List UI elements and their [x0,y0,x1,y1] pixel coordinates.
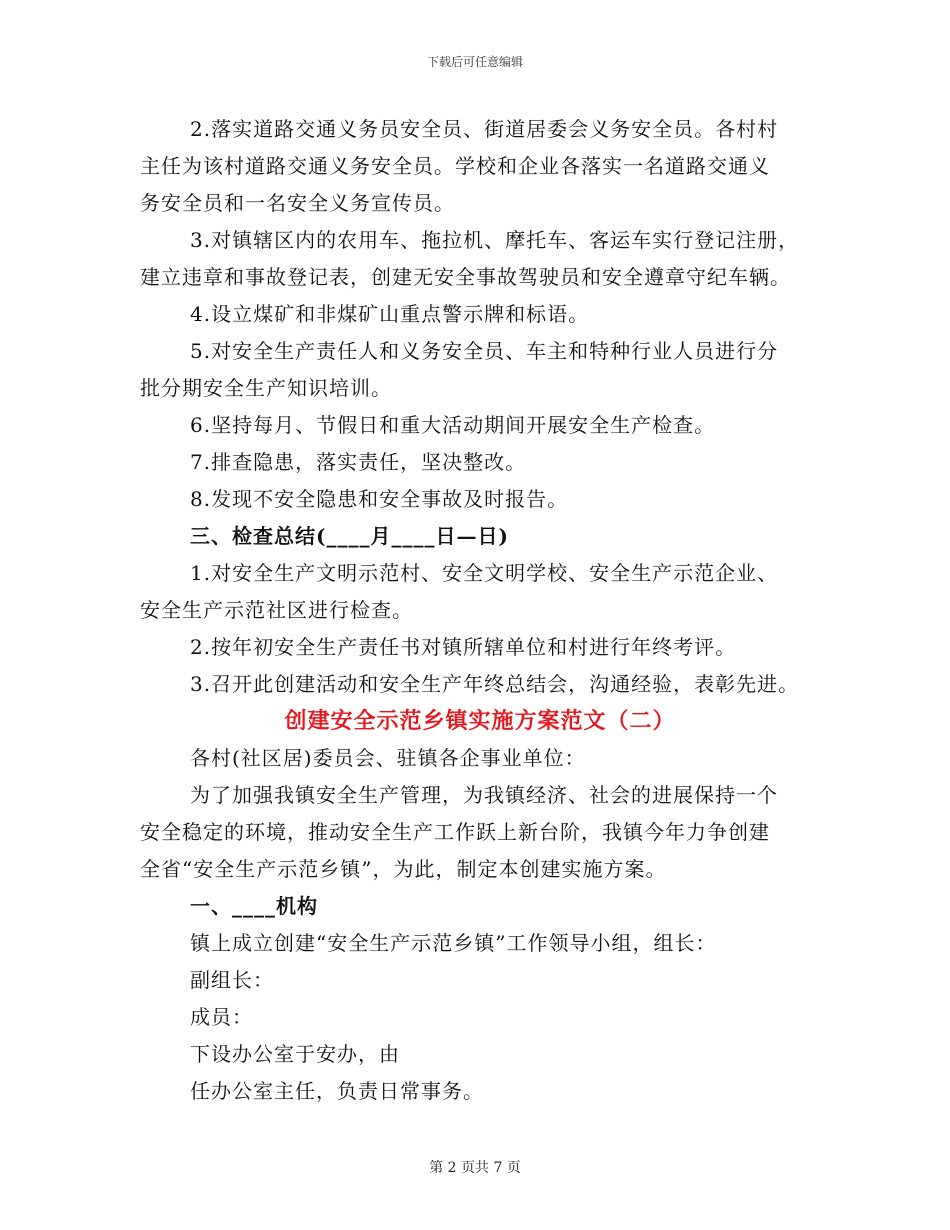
list-item [140,407,820,444]
paragraph-first-line: 2.按年初安全生产责任书对镇所辖单位和村进行年终考评。 [190,635,737,659]
org-line: 副组长： [190,968,274,992]
section3-list [140,555,820,703]
paragraph-first-line: 1.对安全生产文明示范村、安全文明学校、安全生产示范企业、 [190,561,779,585]
list-item [140,444,820,481]
org-line: 下设办公室于安办，由 [190,1042,400,1066]
list-item [140,333,820,407]
paragraph-first-line: 5.对安全生产责任人和义务安全员、车主和特种行业人员进行分 [190,339,779,363]
paragraph-first-line: 7.排查隐患，落实责任，坚决整改。 [190,450,527,474]
org-line: 成员： [190,1005,253,1029]
paragraph-first-line: 2.落实道路交通义务员安全员、街道居委会义务安全员。各村村 [190,117,779,141]
list-item [140,555,820,629]
paragraph-line: 务安全员和一名安全义务宣传员。 [140,191,455,215]
header-note: 下载后可任意编辑 [426,55,523,69]
paragraph-first-line: 为了加强我镇安全生产管理，为我镇经济、社会的进展保持一个 [190,783,778,807]
paragraph-line: 全省“安全生产示范乡镇”，为此，制定本创建实施方案。 [140,857,667,881]
paragraph-first-line: 3.对镇辖区内的农用车、拖拉机、摩托车、客运车实行登记注册， [190,228,800,252]
paragraph-line: 安全生产示范社区进行检查。 [140,598,413,622]
org-line: 任办公室主任，负责日常事务。 [190,1079,484,1103]
addressee: 各村(社区居)委员会、驻镇各企事业单位： [190,746,586,770]
page-number: 第 2 页共 7 页 [429,1160,521,1176]
list-item [140,111,820,222]
list-item [140,481,820,518]
list-item [140,629,820,666]
paragraph-line: 建立违章和事故登记表，创建无安全事故驾驶员和安全遵章守纪车辆。 [140,265,791,289]
org-line: 镇上成立创建“安全生产示范乡镇”工作领导小组，组长： [190,931,717,955]
paragraph-first-line: 6.坚持每月、节假日和重大活动期间开展安全生产检查。 [190,413,716,437]
list-item [140,296,820,333]
paragraph-first-line: 3.召开此创建活动和安全生产年终总结会，沟通经验，表彰先进。 [190,672,800,696]
section3-heading: 三、检查总结(____月____日—日) [190,524,509,548]
paragraph-line: 主任为该村道路交通义务安全员。学校和企业各落实一名道路交通义 [140,154,770,178]
paragraph-line: 批分期安全生产知识培训。 [140,376,392,400]
org-lines [140,925,820,1110]
paragraph-first-line: 8.发现不安全隐患和安全事故及时报告。 [190,487,569,511]
org-heading: 一、____机构 [190,894,318,918]
paragraph-line: 安全稳定的环境，推动安全生产工作跃上新台阶，我镇今年力争创建 [140,820,770,844]
doc-title: 创建安全示范乡镇实施方案范文（二） [284,708,676,734]
intro-paragraph [140,777,820,888]
document-body [140,111,820,1110]
section1-list [140,111,820,518]
list-item [140,222,820,296]
list-item [140,666,820,703]
paragraph-first-line: 4.设立煤矿和非煤矿山重点警示牌和标语。 [190,302,590,326]
